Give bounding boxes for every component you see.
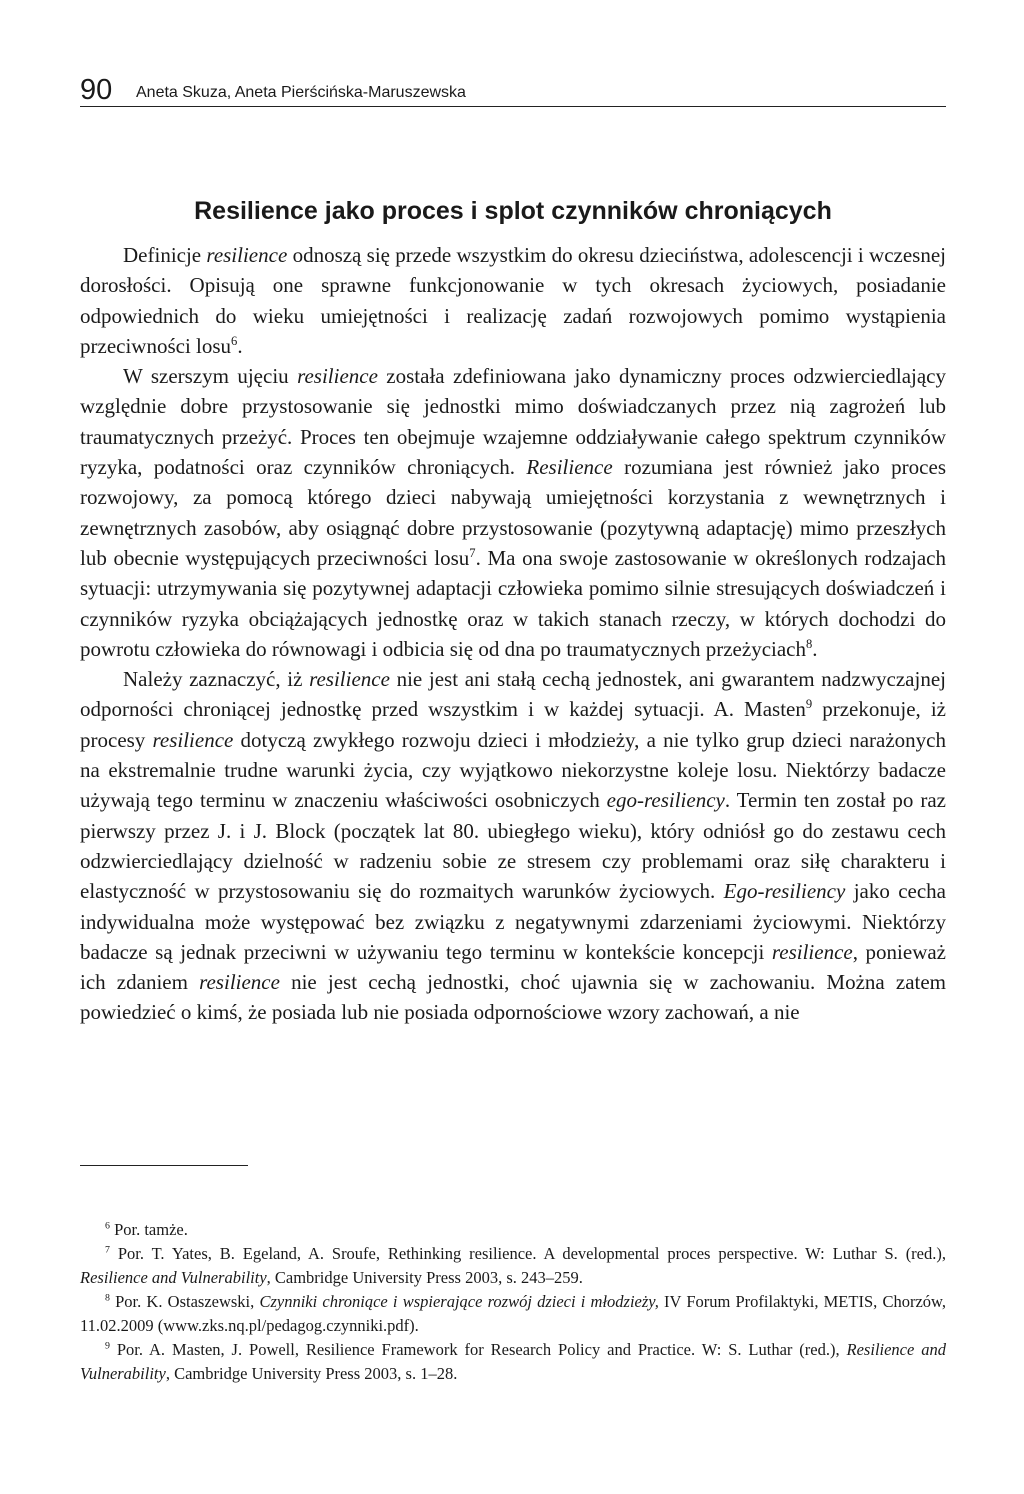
italic-term: resilience <box>297 364 378 389</box>
italic-term: Resilience <box>526 455 613 480</box>
footnote-number: 8 <box>105 1292 110 1304</box>
footnote-separator <box>80 1165 248 1166</box>
text-run: Definicje <box>123 243 207 267</box>
italic-term: ego-resiliency <box>606 788 725 813</box>
footnote-ref: 6 <box>231 333 238 348</box>
italic-title: Resilience and Vulnerability <box>80 1340 946 1383</box>
text-run: Należy zaznaczyć, iż <box>123 667 310 692</box>
footnote-number: 6 <box>105 1220 110 1232</box>
paragraph-1 <box>80 240 946 361</box>
footnote-7 <box>80 1242 946 1290</box>
running-header <box>80 72 946 107</box>
text-run: jako cecha indywidualna może występować bez związku z negatywnymi zdarzeniami życiowymi. Niektórzy badacze są jednak przeciwni w używaniu tego terminu w kontekście koncepcji <box>80 879 946 964</box>
text-run: dotyczą zwykłego rozwoju dzieci i młodzieży, a nie tylko grup dzieci narażonych na ekstremalnie trudne warunki życia, czy wyjątkowo niekorzystne koleje losu. Niektórzy badacze używają tego terminu w znaczeniu właściwości osobniczych <box>80 727 946 813</box>
footnote-8 <box>80 1290 946 1338</box>
italic-term: resilience <box>199 970 280 995</box>
italic-title: Resilience and Vulnerability <box>80 1268 267 1287</box>
text-run: IV Forum Profilaktyki, METIS, Chorzów, 11.02.2009 (www.zks.nq.pl/pedagog.czynniki.pdf). <box>80 1292 946 1335</box>
text-run: nie jest cechą jednostki, choć ujawnia się w zachowaniu. Można zatem powiedzieć o kimś, że posiada lub nie posiada odpornościowe wzory zachowań, a nie <box>80 970 947 1025</box>
running-head-authors: Aneta Skuza, Aneta Pierścińska-Maruszewska <box>136 84 466 101</box>
italic-title: Czynniki chroniące i wspierające rozwój dzieci i młodzieży, <box>259 1292 659 1311</box>
text-run: nie jest ani stałą cechą jednostek, ani gwarantem nadzwyczajnej odporności chroniącej jednostkę przed wszystkim i w każdej sytuacji. A. Masten <box>80 667 946 722</box>
footnote-ref: 8 <box>806 636 813 651</box>
text-run: została zdefiniowana jako dynamiczny proces odzwierciedlający względnie dobre przystosowanie się jednostki mimo doświadczanych przez nią zagrożeń lub traumatycznych przeżyć. Proces ten obejmuje wzajemne oddziaływanie całego spektrum czynników ryzyka, podatności oraz czynników chroniących. <box>80 364 946 480</box>
section-title: Resilience jako proces i splot czynników chroniących <box>194 197 832 225</box>
footnote-6 <box>80 1218 946 1242</box>
text-run: Por. A. Masten, J. Powell, Resilience Framework for Research Policy and Practice. W: S. Luthar (red.), <box>109 1340 847 1359</box>
text-run: odnoszą się przede wszystkim do okresu dzieciństwa, adolescencji i wczesnej dorosłości. Opisują one sprawne funkcjonowanie w tych okresach życiowych, posiadanie odpowiednich do wieku umiejętności i realizację zadań rozwojowych pomimo wystąpienia przeciwności losu <box>80 243 946 358</box>
footnote-number: 9 <box>105 1340 110 1352</box>
text-run: Por. tamże. <box>109 1220 188 1239</box>
italic-term: resilience <box>152 727 234 752</box>
text-run: . <box>237 333 243 358</box>
footnote-ref: 7 <box>469 545 476 560</box>
text-run: , Cambridge University Press 2003, s. 243–259. <box>266 1268 583 1287</box>
paragraph-3 <box>80 664 946 1028</box>
footnotes <box>80 1218 946 1386</box>
page-number: 90 <box>80 74 113 106</box>
footnote-ref: 9 <box>805 697 813 712</box>
body-text <box>80 240 946 1028</box>
text-run: . Ma ona swoje zastosowanie w określonych rodzajach sytuacji: utrzymywania się pozytywnej adaptacji człowieka pomimo silnie stresujących doświadczeń i czynników ryzyka obciążających jednostkę oraz w takich stanach rzeczy, w których dochodzi do powrotu człowieka do równowagi i odbicia się od dna po traumatycznych przeżyciach <box>80 545 946 661</box>
footnote-number: 7 <box>105 1244 110 1256</box>
text-run: . Termin ten został po raz pierwszy przez J. i J. Block (początek lat 80. ubiegłego wieku), który odniósł go do zestawu cech odzwierciedlający dzielność w radzeniu sobie ze stresem czy problemami oraz siłę charakteru i elastyczność w przystosowaniu się do rozmaitych warunków życiowych. <box>80 788 946 904</box>
italic-term: resilience <box>206 243 288 267</box>
italic-term: resilience <box>309 667 390 692</box>
text-run: przekonuje, iż procesy <box>80 697 946 752</box>
text-run: rozumiana jest również jako proces rozwojowy, za pomocą którego dzieci nabywają umiejętności korzystania z wewnętrznych i zewnętrznych zasobów, aby osiągnąć dobre przystosowanie (pozytywną adaptację) mimo przeszłych lub obecnie występujących przeciwności losu <box>80 455 946 570</box>
text-run: Por. T. Yates, B. Egeland, A. Sroufe, Rethinking resilience. A developmental proces perspective. W: Luthar S. (red.), <box>109 1244 946 1263</box>
footnote-9 <box>80 1338 946 1386</box>
text-run: , ponieważ ich zdaniem <box>80 939 947 995</box>
paragraph-2 <box>80 361 946 664</box>
text-run: W szerszym ujęciu <box>123 364 298 389</box>
text-run: , Cambridge University Press 2003, s. 1–28. <box>165 1364 458 1383</box>
text-run: . <box>812 636 818 661</box>
text-run: Por. K. Ostaszewski, <box>109 1292 260 1311</box>
italic-term: Ego-resiliency <box>723 879 846 904</box>
italic-term: resilience <box>771 939 853 964</box>
